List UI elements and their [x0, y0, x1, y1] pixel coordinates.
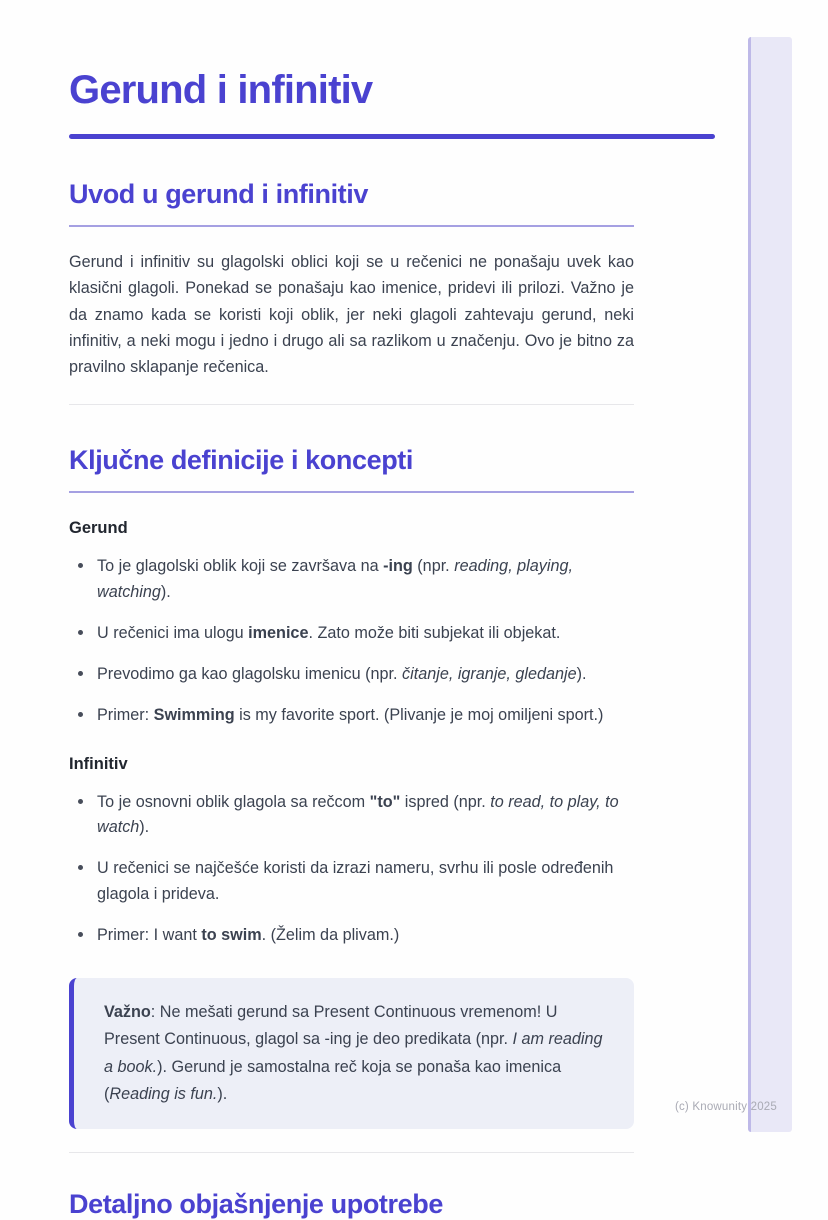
main-title: Gerund i infinitiv: [69, 68, 373, 112]
section-intro: [69, 179, 634, 405]
text-segment: ). Gerund je samostalna reč koja se ponaša kao imenica (: [104, 1057, 562, 1103]
section-heading-intro: Uvod u gerund i infinitiv: [69, 179, 634, 227]
callout-text: [104, 999, 604, 1108]
text-segment: -ing: [383, 556, 413, 575]
subsection-heading-infinitiv: Infinitiv: [69, 754, 128, 773]
text-segment: Prevodimo ga kao glagolsku imenicu (npr.: [97, 664, 403, 683]
section-definitions: [69, 445, 634, 1153]
important-callout: [69, 978, 634, 1129]
text-segment: (npr.: [412, 556, 455, 575]
title-rule: [69, 134, 715, 139]
text-segment: to read, to play, to watch: [97, 792, 619, 837]
text-segment: ).: [576, 664, 587, 683]
text-segment: I am reading a book.: [104, 1030, 603, 1076]
subsection-heading-gerund: Gerund: [69, 518, 128, 537]
text-segment: : Ne mešati gerund sa Present Continuous vremenom! U Present Continuous, glagol sa -ing je deo predikata (npr.: [104, 1003, 558, 1049]
text-segment: ).: [217, 1084, 228, 1103]
copyright-footer: (c) Knowunity 2025: [674, 1101, 777, 1113]
text-segment: . Zato može biti subjekat ili objekat.: [308, 623, 561, 642]
text-segment: U rečenici se najčešće koristi da izrazi nameru, svrhu ili posle određenih glagola i prideva.: [97, 859, 614, 904]
page-edge-strip: [748, 37, 792, 1132]
text-segment: . (Želim da plivam.): [261, 926, 400, 945]
text-segment: is my favorite sport. (Plivanje je moj omiljeni sport.): [234, 705, 604, 724]
text-segment: Swimming: [153, 705, 235, 724]
infinitiv-bullet-list: [69, 790, 634, 950]
list-item: [97, 662, 634, 688]
text-segment: ispred (npr.: [400, 792, 491, 811]
text-segment: To je glagolski oblik koji se završava na: [97, 556, 384, 575]
section-divider: [69, 404, 634, 405]
page-content: [69, 0, 715, 1220]
text-segment: Važno: [104, 1003, 151, 1022]
text-segment: to swim: [201, 926, 262, 945]
text-segment: imenice: [248, 623, 309, 642]
text-segment: ).: [160, 582, 171, 601]
list-item: [97, 554, 634, 606]
gerund-bullet-list: [69, 554, 634, 729]
list-item: [97, 703, 634, 729]
section-heading-definitions: Ključne definicije i koncepti: [69, 445, 634, 493]
text-segment: reading, playing, watching: [97, 556, 573, 601]
section-divider: [69, 1152, 634, 1153]
section-heading-usage: Detaljno objašnjenje upotrebe: [69, 1189, 443, 1220]
text-segment: ).: [139, 818, 150, 837]
intro-paragraph: Gerund i infinitiv su glagolski oblici koji se u rečenici ne ponašaju uvek kao klasični glagoli. Ponekad se ponašaju kao imenice, pridevi ili prilozi. Važno je da znamo kada se koristi koji oblik, jer neki glagoli zahtevaju gerund, neki infinitiv, a neki mogu i jedno i drugo ali sa razlikom u značenju. Ovo je bitno za pravilno sklapanje rečenica.: [69, 252, 634, 377]
list-item: [97, 856, 634, 908]
text-segment: U rečenici ima ulogu: [97, 623, 249, 642]
text-segment: Primer: I want: [97, 926, 202, 945]
section-usage: [69, 1189, 634, 1220]
text-segment: čitanje, igranje, gledanje: [402, 664, 577, 683]
text-segment: Reading is fun.: [109, 1084, 218, 1103]
list-item: [97, 790, 634, 842]
text-segment: "to": [369, 792, 401, 811]
list-item: [97, 621, 634, 647]
list-item: [97, 923, 634, 949]
text-segment: To je osnovni oblik glagola sa rečcom: [97, 792, 370, 811]
text-segment: Primer:: [97, 705, 154, 724]
